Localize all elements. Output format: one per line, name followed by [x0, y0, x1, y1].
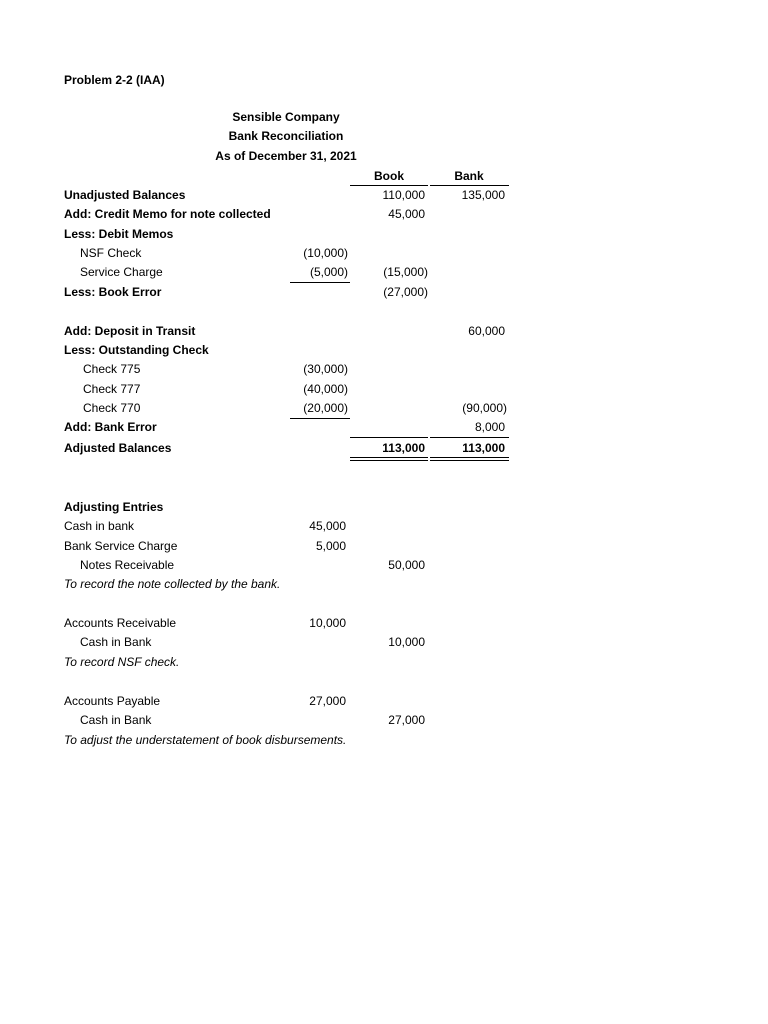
- debit-memos-underline: [290, 282, 350, 283]
- outstanding-check-label: Less: Outstanding Check: [64, 343, 209, 357]
- credit-memo-book: 45,000: [388, 207, 425, 221]
- debit-memos-total-book: (15,000): [383, 265, 428, 279]
- report-date: As of December 31, 2021: [215, 149, 357, 163]
- adjusted-bank-double-rule-2: [430, 460, 509, 461]
- adjusted-bank-double-rule-1: [430, 457, 509, 458]
- adjusting-entries-heading: Adjusting Entries: [64, 500, 164, 514]
- company-name: Sensible Company: [232, 110, 340, 124]
- entry2-debit-amount: 10,000: [309, 616, 346, 630]
- problem-title: Problem 2-2 (IAA): [64, 73, 165, 87]
- entry3-debit-amount: 27,000: [309, 694, 346, 708]
- report-title: Bank Reconciliation: [228, 129, 344, 143]
- service-charge-detail: (5,000): [309, 265, 348, 279]
- check-777-label: Check 777: [83, 382, 141, 396]
- entry1-credit-account: Notes Receivable: [80, 558, 175, 572]
- outstanding-total-bank: (90,000): [462, 401, 507, 415]
- service-charge-label: Service Charge: [80, 265, 163, 279]
- credit-memo-label: Add: Credit Memo for note collected: [64, 207, 271, 221]
- debit-memos-label: Less: Debit Memos: [64, 227, 174, 241]
- bank-error-label: Add: Bank Error: [64, 420, 157, 434]
- entry1-memo: To record the note collected by the bank.: [64, 577, 281, 591]
- entry3-memo: To adjust the understatement of book disbursements.: [64, 733, 347, 747]
- unadjusted-book: 110,000: [382, 188, 425, 202]
- entry3-credit-account: Cash in Bank: [80, 713, 152, 727]
- deposit-in-transit-label: Add: Deposit in Transit: [64, 324, 196, 338]
- entry3-credit-amount: 27,000: [388, 713, 425, 727]
- entry2-memo: To record NSF check.: [64, 655, 180, 669]
- entry1-debit2-amount: 5,000: [315, 539, 346, 553]
- nsf-label: NSF Check: [80, 246, 142, 260]
- entry2-credit-amount: 10,000: [388, 635, 425, 649]
- check-770-detail: (20,000): [303, 401, 348, 415]
- entry1-credit-amount: 50,000: [388, 558, 425, 572]
- book-error-label: Less: Book Error: [64, 285, 162, 299]
- check-777-detail: (40,000): [303, 382, 348, 396]
- adjusted-book-double-rule-1: [350, 457, 428, 458]
- bank-header-underline: [430, 185, 509, 186]
- entry3-debit-account: Accounts Payable: [64, 694, 161, 708]
- unadjusted-label: Unadjusted Balances: [64, 188, 186, 202]
- adjusted-bank: 113,000: [462, 441, 505, 455]
- adjusted-bank-top-rule: [430, 437, 509, 438]
- entry2-credit-account: Cash in Bank: [80, 635, 152, 649]
- adjusted-book-top-rule: [350, 437, 428, 438]
- adjusted-label: Adjusted Balances: [64, 441, 172, 455]
- book-error-book: (27,000): [383, 285, 428, 299]
- entry2-debit-account: Accounts Receivable: [64, 616, 177, 630]
- deposit-in-transit-bank: 60,000: [468, 324, 505, 338]
- unadjusted-bank: 135,000: [461, 188, 505, 202]
- adjusted-book: 113,000: [382, 441, 425, 455]
- outstanding-underline: [290, 418, 350, 419]
- book-header-underline: [350, 185, 428, 186]
- bank-column-header: Bank: [454, 169, 484, 183]
- check-775-label: Check 775: [83, 362, 141, 376]
- adjusted-book-double-rule-2: [350, 460, 428, 461]
- book-column-header: Book: [374, 169, 404, 183]
- entry1-debit1-account: Cash in bank: [64, 519, 135, 533]
- bank-error-bank: 8,000: [474, 420, 505, 434]
- nsf-detail: (10,000): [303, 246, 348, 260]
- check-770-label: Check 770: [83, 401, 141, 415]
- entry1-debit1-amount: 45,000: [309, 519, 346, 533]
- check-775-detail: (30,000): [303, 362, 348, 376]
- entry1-debit2-account: Bank Service Charge: [64, 539, 178, 553]
